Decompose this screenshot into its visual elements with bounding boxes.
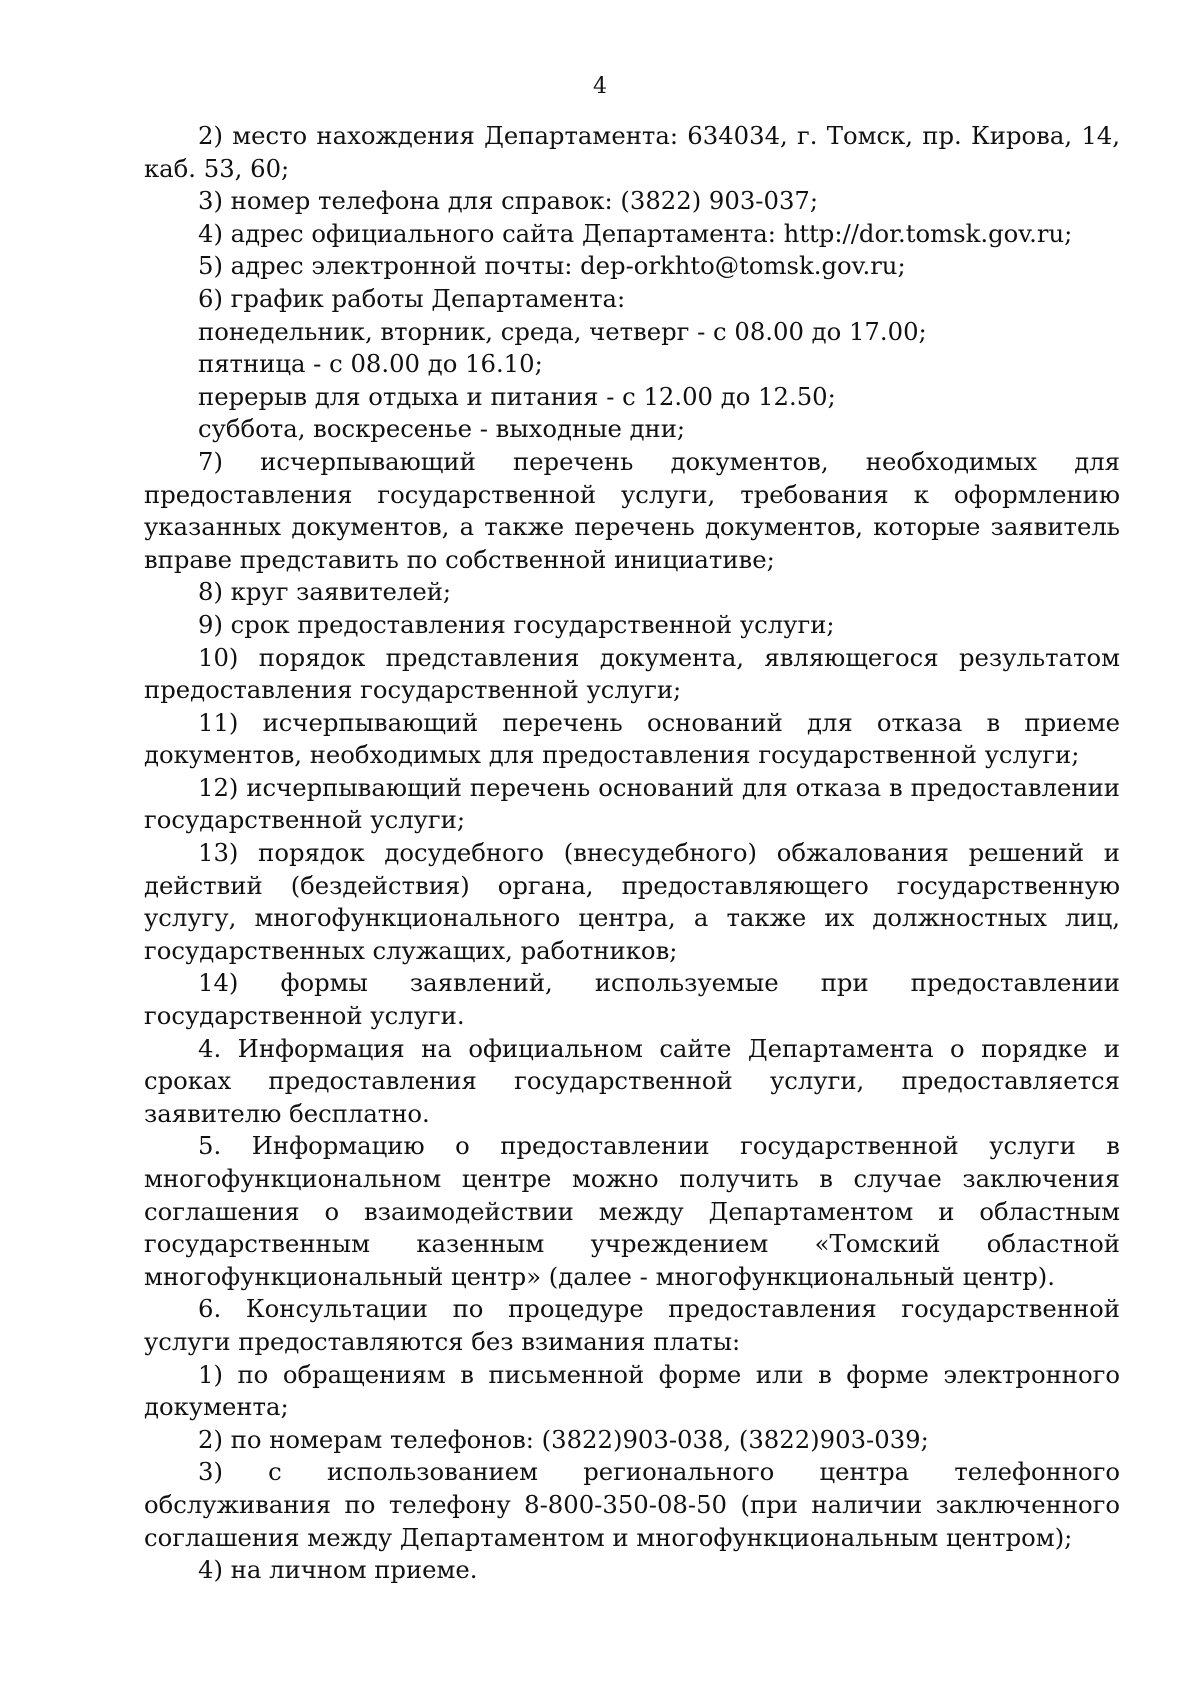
paragraph-consult-call-center: 3) с использованием регионального центра телефонного обслуживания по телефону 8-800-350-08-50 (при наличии заключенного соглашения между Департаментом и многофункциональным центром); (144, 1457, 1120, 1552)
paragraph-consult-written: 1) по обращениям в письменной форме или в форме электронного документа; (144, 1359, 1120, 1422)
paragraph-phone: 3) номер телефона для справок: (3822) 903-037; (198, 186, 819, 216)
paragraph-email: 5) адрес электронной почты: dep-orkhto@tomsk.gov.ru; (198, 251, 906, 281)
paragraph-consult-personal: 4) на личном приеме. (198, 1555, 478, 1585)
paragraph-schedule-weekend: суббота, воскресенье - выходные дни; (198, 414, 686, 444)
paragraph-application-forms: 14) формы заявлений, используемые при предоставлении государственной услуги. (144, 968, 1120, 1031)
paragraph-info-website: 4. Информация на официальном сайте Департамента о порядке и сроках предоставления государственной услуги, предоставляется заявителю бесплатно. (144, 1033, 1120, 1128)
paragraph-location: 2) место нахождения Департамента: 634034, г. Томск, пр. Кирова, 14, каб. 53, 60; (144, 121, 1120, 183)
paragraph-website: 4) адрес официального сайта Департамента: http://dor.tomsk.gov.ru; (198, 218, 1073, 248)
paragraph-refusal-acceptance: 11) исчерпывающий перечень оснований для отказа в приеме документов, необходимых для предоставления государственной услуги; (144, 707, 1120, 770)
document-body (144, 120, 1120, 1587)
paragraph-consultations: 6. Консультации по процедуре предоставления государственной услуги предоставляются без взимания платы: (144, 1294, 1120, 1356)
paragraph-schedule-weekdays: понедельник, вторник, среда, четверг - с 08.00 до 17.00; (198, 316, 927, 346)
paragraph-info-mfc: 5. Информацию о предоставлении государственной услуги в многофункциональном центре можно получить в случае заключения соглашения о взаимодействии между Департаментом и областным государственным казенным учреждением «Томский областной многофункциональный центр» (далее - многофункциональный центр). (144, 1131, 1120, 1291)
paragraph-result-procedure: 10) порядок представления документа, являющегося результатом предоставления государственной услуги; (144, 642, 1120, 705)
paragraph-service-term: 9) срок предоставления государственной услуги; (198, 609, 835, 639)
paragraph-appeal-procedure: 13) порядок досудебного (внесудебного) обжалования решений и действий (бездействия) органа, предоставляющего государственную услугу, многофункционального центра, а также их должностных лиц, государственных служащих, работников; (144, 838, 1120, 965)
page-number: 4 (593, 74, 607, 99)
paragraph-consult-phones: 2) по номерам телефонов: (3822)903-038, (3822)903-039; (198, 1424, 929, 1454)
paragraph-schedule-heading: 6) график работы Департамента: (198, 283, 626, 313)
paragraph-applicants: 8) круг заявителей; (198, 577, 452, 607)
paragraph-schedule-friday: пятница - с 08.00 до 16.10; (198, 349, 543, 379)
paragraph-schedule-break: перерыв для отдыха и питания - с 12.00 до 12.50; (198, 381, 836, 411)
paragraph-refusal-service: 12) исчерпывающий перечень оснований для отказа в предоставлении государственной услуги; (144, 772, 1120, 835)
paragraph-documents-list: 7) исчерпывающий перечень документов, необходимых для предоставления государственной услуги, требования к оформлению указанных документов, а также перечень документов, которые заявитель вправе представить по собственной инициативе; (144, 446, 1120, 574)
